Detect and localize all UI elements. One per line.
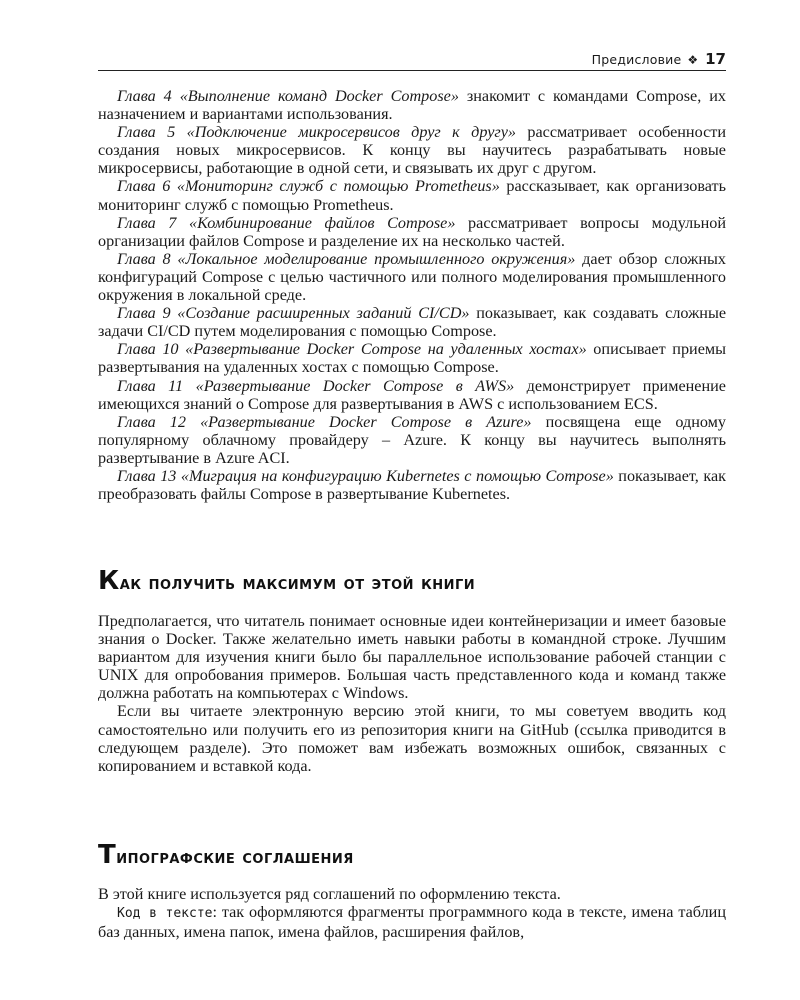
chapter-7-paragraph: [98, 214, 726, 250]
chapter-10-paragraph: [98, 340, 726, 376]
code-convention-text: : так оформляются фрагменты программного кода в тексте, имена таблиц баз данных, имена папок, имена файлов, расширения файлов,: [98, 903, 727, 942]
chapter-11-paragraph: [98, 377, 726, 413]
chapter-8-paragraph: [98, 250, 726, 304]
body-paragraph: Предполагается, что читатель понимает основные идеи контейнеризации и имеет базовые знания о Docker. Также желательно иметь навыки работы в командной строке. Лучшим вариантом для изучения книги было бы параллельное использование рабочей станции с UNIX для опробования примеров. Большая часть представленного кода и команд также должна работать на компьютерах с Windows.: [98, 612, 726, 703]
section-heading-how-to-get-most: Как получить максимум от этой книги: [98, 566, 476, 596]
chapter-title: Глава 10 «Развертывание Docker Compose на удаленных хостах»: [117, 340, 587, 359]
running-header: [98, 50, 726, 71]
chapter-title: Глава 4 «Выполнение команд Docker Compose»: [117, 87, 459, 105]
chapter-5-paragraph: [98, 123, 726, 177]
chapter-title: Глава 12 «Развертывание Docker Compose в Azure»: [117, 412, 532, 431]
chapter-9-paragraph: [98, 304, 726, 340]
chapter-description: рассказывает, как организовать мониторинг служб с помощью Prometheus.: [98, 177, 726, 214]
chapter-description: рассматривает особенности создания новых микросервисов. К концу вы научитесь разрабатывать новые микросервисы, работающие в одной сети, и связывать их друг с другом.: [98, 123, 726, 178]
section-heading-conventions: Типографские соглашения: [98, 840, 354, 870]
chapter-title: Глава 7 «Комбинирование файлов Compose»: [117, 213, 456, 232]
chapter-12-paragraph: [98, 413, 726, 467]
code-convention-paragraph: [98, 903, 726, 941]
chapter-title: Глава 11 «Развертывание Docker Compose в AWS»: [117, 376, 515, 395]
chapter-description: описывает приемы развертывания на удаленных хостах с помощью Compose.: [98, 340, 727, 377]
chapter-title: Глава 5 «Подключение микросервисов друг к другу»: [117, 123, 516, 142]
chapter-title: Глава 8 «Локальное моделирование промышленного окружения»: [117, 249, 576, 268]
chapter-description: демонстрирует применение имеющихся знаний о Compose для развертывания в AWS с использованием ECS.: [98, 376, 726, 413]
chapter-description: показывает, как создавать сложные задачи CI/CD путем моделирования с помощью Compose.: [98, 304, 726, 341]
chapter-description: знакомит с командами Compose, их назначением и вариантами использования.: [98, 87, 726, 124]
code-label: Код в тексте: [117, 906, 213, 922]
ornament-icon: ❖: [687, 53, 699, 67]
chapter-description: посвящена еще одному популярному облачному провайдеру – Azure. К концу вы научитесь выполнять развертывание в Azure ACI.: [98, 412, 726, 467]
chapter-title: Глава 13 «Миграция на конфигурацию Kubernetes с помощью Compose»: [117, 466, 614, 485]
chapter-list: [98, 87, 726, 503]
section-conventions-body: [98, 885, 726, 941]
page-number: 17: [705, 50, 726, 68]
header-title: Предисловие: [591, 52, 682, 67]
chapter-description: рассматривает вопросы модульной организации файлов Compose и разделение их на несколько частей.: [98, 213, 726, 250]
chapter-title: Глава 9 «Создание расширенных заданий CI/CD»: [117, 304, 470, 323]
body-paragraph: В этой книге используется ряд соглашений по оформлению текста.: [98, 885, 561, 903]
chapter-4-paragraph: [98, 87, 726, 123]
chapter-title: Глава 6 «Мониторинг служб с помощью Prometheus»: [117, 177, 500, 196]
chapter-description: показывает, как преобразовать файлы Compose в развертывание Kubernetes.: [98, 466, 726, 504]
section-how-to-get-most-body: [98, 612, 726, 775]
chapter-13-paragraph: [98, 467, 726, 503]
body-paragraph: Если вы читаете электронную версию этой книги, то мы советуем вводить код самостоятельно или получить его из репозитория книги на GitHub (ссылка приводится в следующем разделе). Это поможет вам избежать возможных ошибок, связанных с копированием и вставкой кода.: [98, 702, 726, 775]
chapter-6-paragraph: [98, 177, 726, 213]
chapter-description: дает обзор сложных конфигураций Compose с целью частичного или полного моделирования промышленного окружения в локальной среде.: [98, 249, 726, 305]
